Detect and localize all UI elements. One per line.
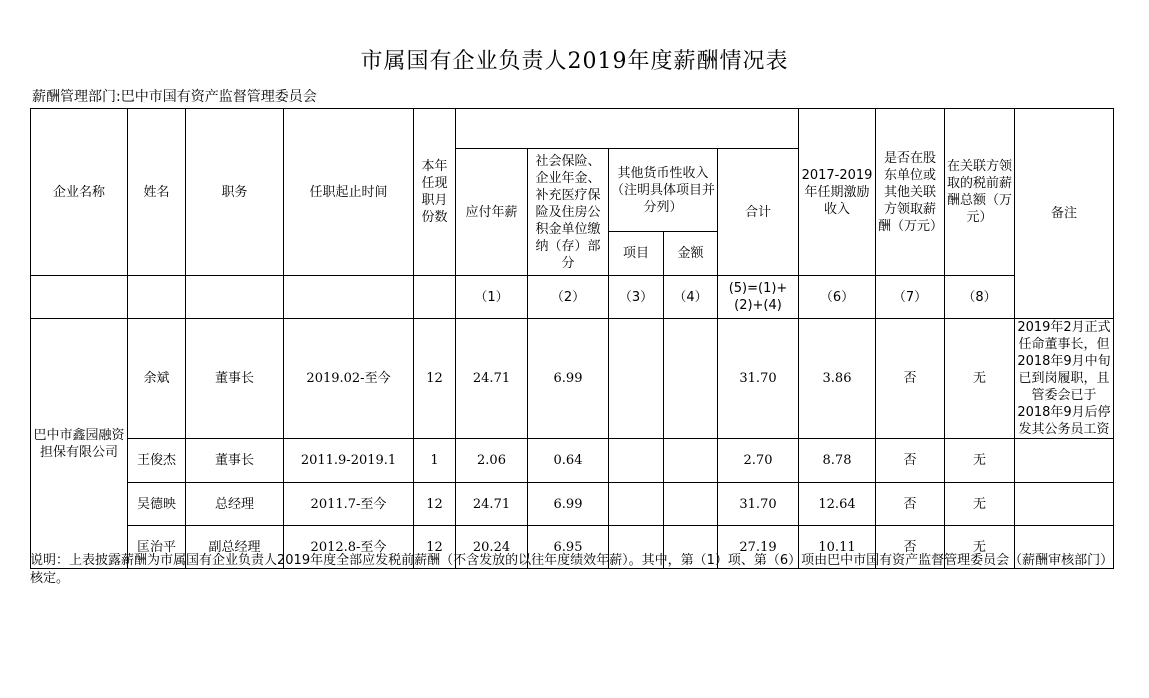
cell-months: 1 bbox=[414, 439, 456, 483]
code-4: （4） bbox=[664, 276, 718, 319]
cell-social: 0.64 bbox=[528, 439, 609, 483]
code-1: （1） bbox=[456, 276, 528, 319]
cell-item bbox=[609, 439, 664, 483]
code-blank bbox=[186, 276, 284, 319]
cell-incentive: 12.64 bbox=[799, 483, 876, 526]
cell-term: 2011.7-至今 bbox=[284, 483, 414, 526]
cell-related: 否 bbox=[876, 483, 945, 526]
cell-remark: 2019年2月正式任命董事长，但2018年9月中旬已到岗履职，且管委会已于2018年9月后停发其公务员工资 bbox=[1015, 319, 1114, 439]
header-months: 本年任现职月份数 bbox=[414, 109, 456, 276]
code-3: （3） bbox=[609, 276, 664, 319]
cell-related: 否 bbox=[876, 439, 945, 483]
cell-months: 12 bbox=[414, 483, 456, 526]
cell-social: 6.99 bbox=[528, 483, 609, 526]
code-8: （8） bbox=[945, 276, 1015, 319]
cell-position: 董事长 bbox=[186, 439, 284, 483]
header-total: 合计 bbox=[718, 149, 799, 276]
cell-social: 6.95 bbox=[528, 526, 609, 569]
footnote: 说明：上表披露薪酬为市属国有企业负责人2019年度全部应发税前薪酬（不含发放的以往年度绩效年薪）。其中，第（1）项、第（6）项由巴中市国有资产监督管理委员会（薪酬审核部门）核定。 bbox=[30, 553, 1114, 586]
cell-position: 董事长 bbox=[186, 319, 284, 439]
table-row bbox=[31, 319, 1114, 439]
page-title: 市属国有企业负责人2019年度薪酬情况表 bbox=[360, 49, 789, 74]
cell-name: 王俊杰 bbox=[128, 439, 186, 483]
cell-salary: 2.06 bbox=[456, 439, 528, 483]
header-name: 姓名 bbox=[128, 109, 186, 276]
cell-salary: 20.24 bbox=[456, 526, 528, 569]
header-company: 企业名称 bbox=[31, 109, 128, 276]
code-blank bbox=[414, 276, 456, 319]
header-related: 是否在股东单位或其他关联方领取薪酬（万元） bbox=[876, 109, 945, 276]
cell-item bbox=[609, 483, 664, 526]
code-7: （7） bbox=[876, 276, 945, 319]
cell-total: 31.70 bbox=[718, 483, 799, 526]
header-remark: 备注 bbox=[1015, 109, 1114, 319]
cell-months: 12 bbox=[414, 526, 456, 569]
header-blank-group bbox=[456, 109, 799, 149]
cell-total: 31.70 bbox=[718, 319, 799, 439]
header-position: 职务 bbox=[186, 109, 284, 276]
header-related-amount: 在关联方领取的税前薪酬总额（万元） bbox=[945, 109, 1015, 276]
cell-amount bbox=[664, 439, 718, 483]
cell-amount bbox=[664, 483, 718, 526]
company-name: 巴中市鑫园融资担保有限公司 bbox=[31, 319, 128, 569]
cell-name: 匡治平 bbox=[128, 526, 186, 569]
header-other: 其他货币性收入（注明具体项目并分列） bbox=[609, 149, 718, 232]
cell-salary: 24.71 bbox=[456, 319, 528, 439]
code-2: （2） bbox=[528, 276, 609, 319]
code-6: （6） bbox=[799, 276, 876, 319]
header-other-amount: 金额 bbox=[664, 232, 718, 276]
cell-name: 吴德映 bbox=[128, 483, 186, 526]
cell-term: 2012.8-至今 bbox=[284, 526, 414, 569]
code-blank bbox=[128, 276, 186, 319]
cell-term: 2011.9-2019.1 bbox=[284, 439, 414, 483]
code-blank bbox=[284, 276, 414, 319]
cell-total: 27.19 bbox=[718, 526, 799, 569]
code-blank bbox=[31, 276, 128, 319]
cell-related-amount: 无 bbox=[945, 483, 1015, 526]
salary-table bbox=[30, 108, 1114, 569]
cell-salary: 24.71 bbox=[456, 483, 528, 526]
cell-item bbox=[609, 319, 664, 439]
cell-position: 总经理 bbox=[186, 483, 284, 526]
cell-name: 余斌 bbox=[128, 319, 186, 439]
header-incentive: 2017-2019年任期激励收入 bbox=[799, 109, 876, 276]
cell-incentive: 3.86 bbox=[799, 319, 876, 439]
cell-total: 2.70 bbox=[718, 439, 799, 483]
cell-incentive: 8.78 bbox=[799, 439, 876, 483]
cell-related: 否 bbox=[876, 319, 945, 439]
cell-incentive: 10.11 bbox=[799, 526, 876, 569]
header-other-item: 项目 bbox=[609, 232, 664, 276]
table-row bbox=[31, 483, 1114, 526]
cell-related: 否 bbox=[876, 526, 945, 569]
cell-social: 6.99 bbox=[528, 319, 609, 439]
code-5: (5)=(1)+(2)+(4) bbox=[718, 276, 799, 319]
cell-months: 12 bbox=[414, 319, 456, 439]
cell-term: 2019.02-至今 bbox=[284, 319, 414, 439]
header-salary: 应付年薪 bbox=[456, 149, 528, 276]
header-social: 社会保险、企业年金、补充医疗保险及住房公积金单位缴纳（存）部分 bbox=[528, 149, 609, 276]
department-label: 薪酬管理部门:巴中市国有资产监督管理委员会 bbox=[32, 89, 317, 105]
cell-position: 副总经理 bbox=[186, 526, 284, 569]
header-term: 任职起止时间 bbox=[284, 109, 414, 276]
table-row bbox=[31, 439, 1114, 483]
cell-remark bbox=[1015, 483, 1114, 526]
cell-related-amount: 无 bbox=[945, 439, 1015, 483]
cell-related-amount: 无 bbox=[945, 526, 1015, 569]
cell-remark bbox=[1015, 439, 1114, 483]
cell-amount bbox=[664, 319, 718, 439]
cell-related-amount: 无 bbox=[945, 319, 1015, 439]
